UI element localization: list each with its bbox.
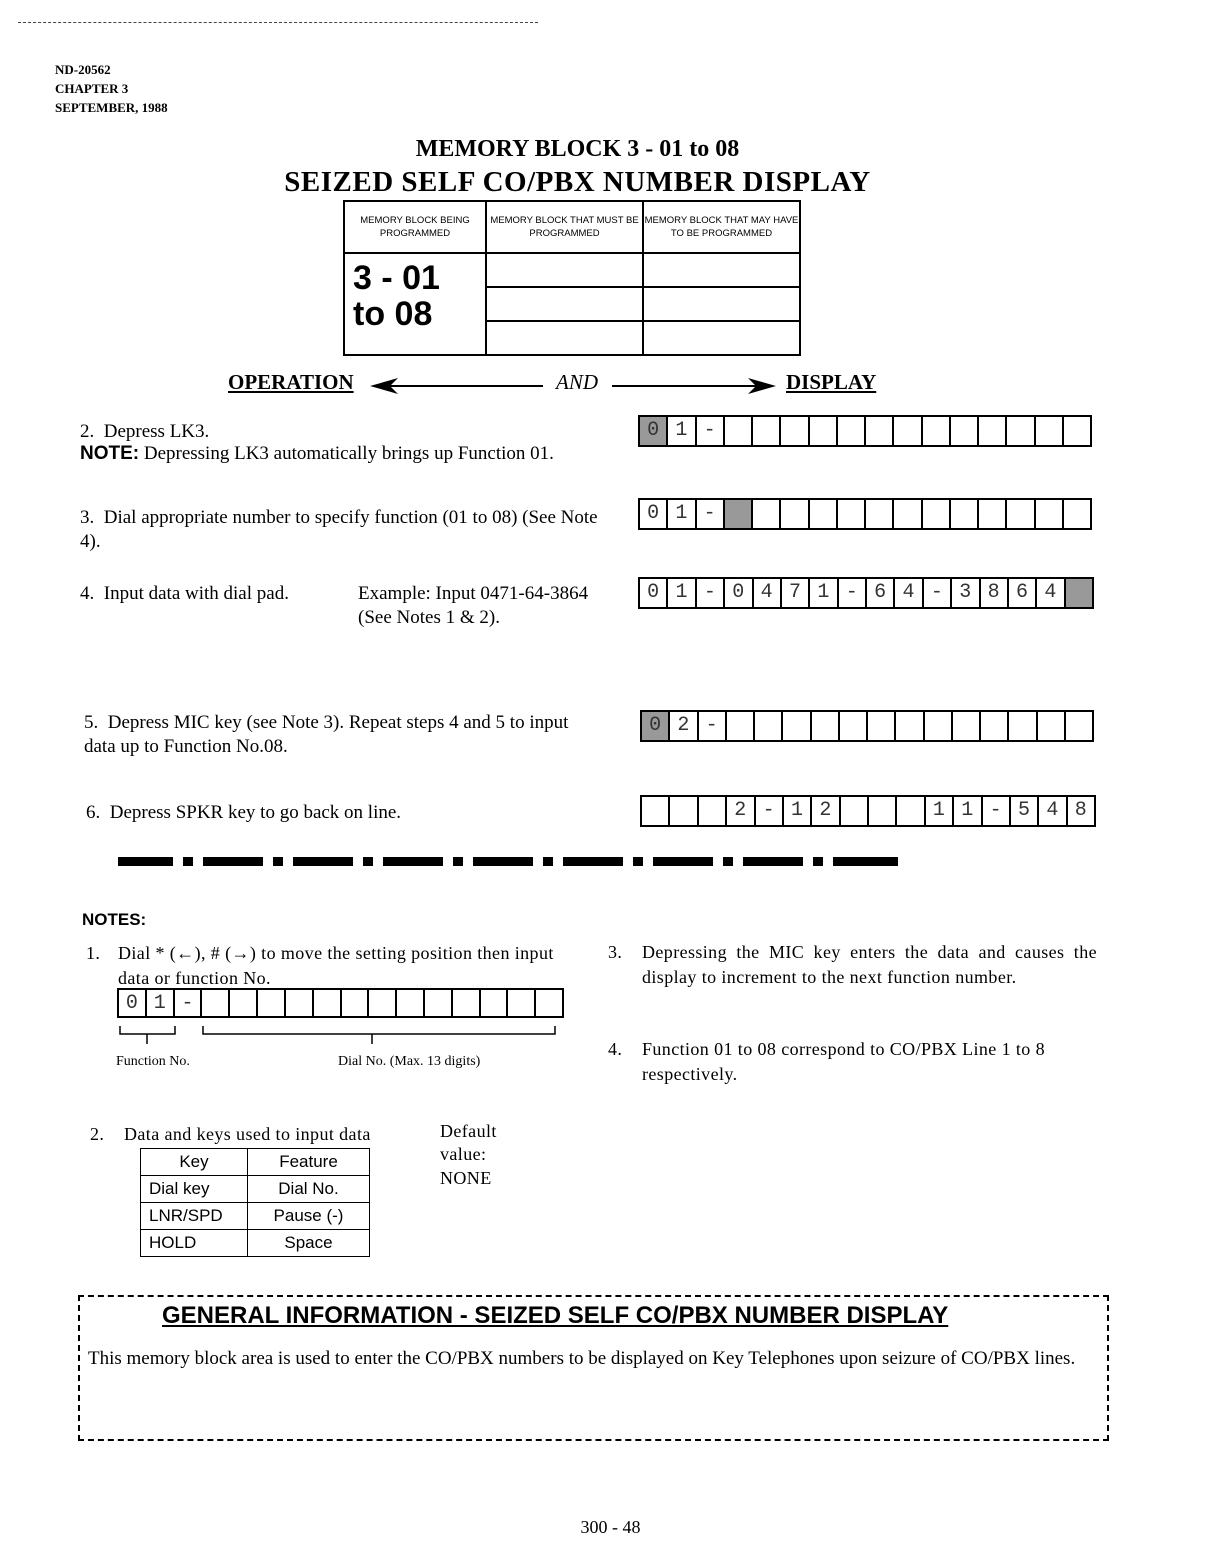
lcd-cell — [866, 500, 894, 528]
lcd-cell: - — [697, 579, 725, 607]
lcd-cell: 8 — [1074, 799, 1087, 822]
lcd-cell — [841, 797, 869, 825]
lcd-cell — [897, 797, 925, 825]
lcd-display — [638, 415, 1092, 447]
lcd-cell — [840, 712, 868, 740]
doc-header — [55, 60, 168, 117]
feature-cell: Dial No. — [248, 1176, 370, 1203]
lcd-cell: 8 — [981, 579, 1009, 607]
step-note: NOTE: Depressing LK3 automatically brings up Function 01. — [80, 443, 554, 464]
title-line2: SEIZED SELF CO/PBX NUMBER DISPLAY — [284, 166, 871, 198]
general-info-title: GENERAL INFORMATION - SEIZED SELF CO/PBX NUMBER DISPLAY — [162, 1302, 949, 1329]
lcd-cell: 3 — [952, 579, 980, 607]
lcd-cell: 0 — [640, 579, 668, 607]
top-rule — [18, 22, 538, 23]
lcd-cell — [230, 990, 258, 1016]
lcd-cell — [868, 712, 896, 740]
title-line1: MEMORY BLOCK 3 - 01 to 08 — [415, 136, 740, 162]
lcd-cell: - — [699, 712, 727, 740]
key-header: Key — [141, 1149, 248, 1176]
lcd-cell: 0 — [725, 579, 753, 607]
lcd-cell: 2 — [670, 712, 698, 740]
lcd-cell — [753, 417, 781, 445]
lcd-cell — [953, 712, 981, 740]
mb-empty-cell — [643, 321, 800, 355]
lcd-cell — [951, 500, 979, 528]
lcd-cell — [979, 500, 1007, 528]
lcd-cell — [725, 500, 753, 528]
lcd-cell — [342, 990, 370, 1016]
lcd-cell: 1 — [810, 579, 838, 607]
lcd-cell: 1 — [668, 417, 696, 445]
lcd-cell — [783, 712, 811, 740]
lcd-cell — [425, 990, 453, 1016]
lcd-cell — [981, 712, 1009, 740]
note-1: Dial * (←), # (→) to move the setting position then input data or function No. — [118, 943, 554, 988]
lcd-display — [640, 710, 1094, 742]
note-4: Function 01 to 08 correspond to CO/PBX Line 1 to 8 respectively. — [642, 1039, 1045, 1084]
mb-empty-cell — [643, 253, 800, 287]
lcd-cell — [725, 417, 753, 445]
display-label: DISPLAY — [786, 370, 877, 394]
mb-empty-cell — [643, 287, 800, 321]
lcd-cell — [812, 712, 840, 740]
note-1-num: 1. — [86, 943, 101, 963]
lcd-cell: 2 — [812, 797, 840, 825]
step-5: 5. Depress MIC key (see Note 3). Repeat steps 4 and 5 to input data up to Function No.08. — [84, 712, 569, 757]
and-label: AND — [556, 370, 598, 394]
lcd-cell: 0 — [642, 712, 670, 740]
lcd-cell — [258, 990, 286, 1016]
notes-heading: NOTES: — [82, 910, 147, 929]
lcd-cell: - — [756, 797, 784, 825]
function-no-label: Function No. — [116, 1054, 190, 1069]
memory-block-table — [343, 200, 801, 356]
note-3: Depressing the MIC key enters the data and causes the display to increment to the next function number. — [642, 942, 1097, 987]
lcd-cell: 2 — [727, 797, 755, 825]
lcd-cell: 1 — [668, 500, 696, 528]
mb-empty-cell — [486, 287, 643, 321]
lcd-cell — [810, 500, 838, 528]
mb-code-cell — [344, 253, 486, 355]
lcd-cell: - — [697, 417, 725, 445]
lcd-cell — [453, 990, 481, 1016]
lcd-cell — [781, 417, 809, 445]
chapter: CHAPTER 3 — [55, 81, 129, 96]
dial-no-label: Dial No. (Max. 13 digits) — [338, 1054, 481, 1069]
lcd-cell — [755, 712, 783, 740]
date: SEPTEMBER, 1988 — [55, 100, 168, 115]
lcd-cell — [481, 990, 509, 1016]
left-arrow-head — [370, 378, 398, 394]
mb-col-must: MEMORY BLOCK THAT MUST BE PROGRAMMED — [486, 201, 643, 253]
mb-empty-cell — [486, 253, 643, 287]
mb-code: 3 - 01 to 08 — [353, 259, 440, 333]
lcd-cell: 4 — [1039, 797, 1067, 825]
lcd-cell — [838, 417, 866, 445]
default-value: NONE — [440, 1168, 492, 1188]
lcd-cell — [202, 990, 230, 1016]
step-4-example: Example: Input 0471-64-3864 (See Notes 1 & 2). — [358, 583, 589, 628]
lcd-cell: 1 — [784, 797, 812, 825]
separator-bar — [118, 856, 1048, 866]
mb-empty-cell — [486, 321, 643, 355]
lcd-cell — [1066, 579, 1092, 607]
lcd-cell: 6 — [867, 579, 895, 607]
right-arrow-head — [748, 378, 776, 394]
lcd-display — [640, 795, 1096, 827]
step-6: 6. Depress SPKR key to go back on line. — [86, 802, 402, 823]
lcd-cell — [951, 417, 979, 445]
lcd-cell — [979, 417, 1007, 445]
lcd-cell: 5 — [1011, 797, 1039, 825]
lcd-cell: 7 — [782, 579, 810, 607]
lcd-cell — [286, 990, 314, 1016]
lcd-cell — [1066, 712, 1092, 740]
mb-col-may: MEMORY BLOCK THAT MAY HAVE TO BE PROGRAMMED — [643, 201, 800, 253]
feature-cell: Space — [248, 1230, 370, 1257]
lcd-cell — [781, 500, 809, 528]
general-info-text: This memory block area is used to enter the CO/PBX numbers to be displayed on Key Telephones upon seizure of CO/PBX lines. — [88, 1348, 1076, 1369]
lcd-cell: 0 — [640, 417, 668, 445]
lcd-cell — [923, 500, 951, 528]
lcd-cell: 4 — [754, 579, 782, 607]
lcd-cell: - — [839, 579, 867, 607]
note-4-num: 4. — [608, 1039, 623, 1059]
doc-id: ND-20562 — [55, 62, 111, 77]
lcd-cell — [923, 417, 951, 445]
lcd-cell: 0 — [640, 500, 668, 528]
lcd-cell — [753, 500, 781, 528]
lcd-cell: 1 — [668, 579, 696, 607]
lcd-cell: 4 — [1037, 579, 1065, 607]
lcd-cell — [1064, 500, 1090, 528]
lcd-cell — [670, 797, 698, 825]
lcd-cell — [894, 500, 922, 528]
feature-header: Feature — [248, 1149, 370, 1176]
lcd-cell — [1036, 417, 1064, 445]
lcd-cell — [866, 417, 894, 445]
mb-col-being: MEMORY BLOCK BEING PROGRAMMED — [344, 201, 486, 253]
lcd-cell — [1007, 417, 1035, 445]
bracket-lines — [117, 1020, 562, 1046]
note-2-num: 2. — [90, 1124, 105, 1144]
lcd-cell — [397, 990, 425, 1016]
note-3-num: 3. — [608, 942, 623, 962]
operation-label: OPERATION — [228, 370, 354, 394]
lcd-cell: 1 — [926, 797, 954, 825]
feature-cell: Pause (-) — [248, 1203, 370, 1230]
lcd-cell — [1009, 712, 1037, 740]
lcd-cell — [699, 797, 727, 825]
key-cell: Dial key — [141, 1176, 248, 1203]
lcd-cell — [838, 500, 866, 528]
lcd-cell — [1007, 500, 1035, 528]
lcd-cell — [1038, 712, 1066, 740]
left-arrow — [375, 385, 543, 387]
lcd-cell — [1036, 500, 1064, 528]
default-label: Default value: — [440, 1121, 497, 1164]
lcd-cell: - — [697, 500, 725, 528]
lcd-cell: 0 — [119, 990, 147, 1016]
lcd-cell — [1064, 417, 1090, 445]
page-number: 300 - 48 — [580, 1517, 641, 1537]
lcd-cell: - — [175, 990, 203, 1016]
lcd-cell — [642, 797, 670, 825]
key-cell: LNR/SPD — [141, 1203, 248, 1230]
lcd-cell: 1 — [147, 990, 175, 1016]
lcd-cell: - — [924, 579, 952, 607]
lcd-cell — [894, 417, 922, 445]
lcd-cell — [896, 712, 924, 740]
lcd-cell — [810, 417, 838, 445]
step-3: 3. Dial appropriate number to specify function (01 to 08) (See Note 4). — [80, 507, 598, 552]
lcd-cell — [727, 712, 755, 740]
lcd-cell: 6 — [1009, 579, 1037, 607]
key-feature-table — [140, 1148, 370, 1257]
lcd-display — [638, 498, 1092, 530]
lcd-cell — [925, 712, 953, 740]
note-lcd-display — [117, 988, 564, 1018]
lcd-cell — [508, 990, 536, 1016]
lcd-cell — [314, 990, 342, 1016]
key-cell: HOLD — [141, 1230, 248, 1257]
lcd-cell — [369, 990, 397, 1016]
step-4: 4. Input data with dial pad. — [80, 583, 289, 604]
note-2: Data and keys used to input data — [124, 1124, 371, 1144]
lcd-cell — [869, 797, 897, 825]
lcd-display — [638, 577, 1094, 609]
lcd-cell: - — [983, 797, 1011, 825]
step-2: 2. Depress LK3. — [80, 421, 210, 442]
lcd-cell: 4 — [895, 579, 923, 607]
lcd-cell — [536, 990, 562, 1016]
lcd-cell: 1 — [954, 797, 982, 825]
